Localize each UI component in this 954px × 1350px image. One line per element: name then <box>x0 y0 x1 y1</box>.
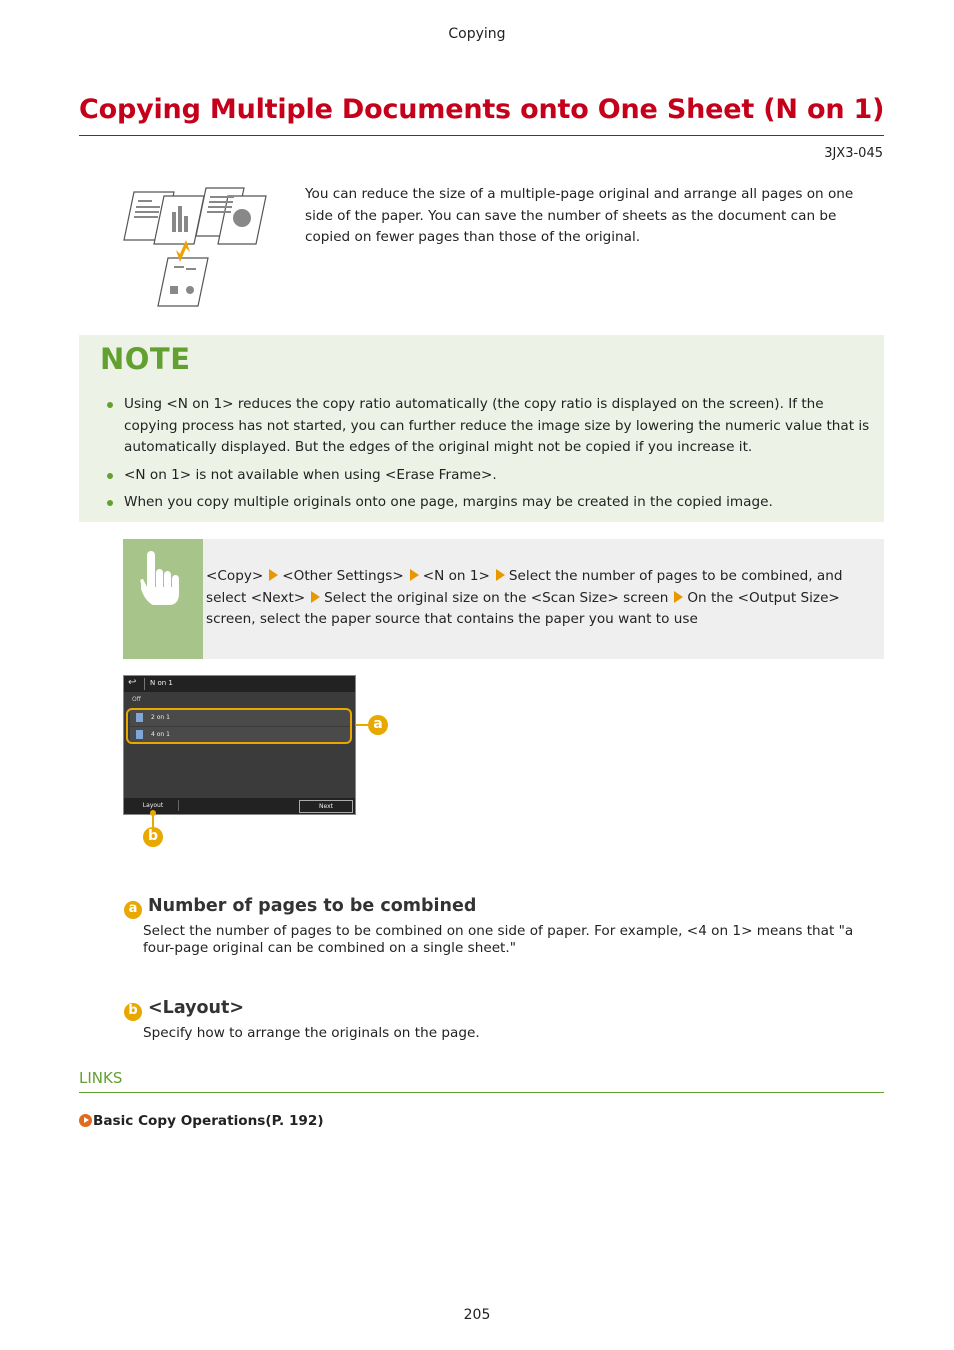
option-2-on-1[interactable]: 2 on 1 <box>130 710 350 726</box>
section-a-badge: a <box>124 901 142 919</box>
options-highlight <box>126 708 352 744</box>
arrow-right-icon <box>311 591 320 603</box>
step-scan-size: Select the original size on the <Scan Size> screen <box>324 589 669 606</box>
arrow-right-icon <box>269 569 278 581</box>
title-rule <box>79 135 884 136</box>
note-item: When you copy multiple originals onto one page, margins may be created in the copied image. <box>100 492 870 514</box>
intro-paragraph: You can reduce the size of a multiple-page original and arrange all pages on one side of the paper. You can save the number of sheets as the document can be copied on fewer pages than those of the original. <box>305 186 854 245</box>
section-a-body: Select the number of pages to be combined on one side of paper. For example, <4 on 1> means that "a four-page original can be combined on a single sheet." <box>143 923 854 956</box>
screen-title-bar <box>124 676 355 692</box>
links-rule <box>79 1092 884 1093</box>
section-a-heading: Number of pages to be combined <box>148 896 477 916</box>
links-heading: LINKS <box>79 1069 123 1087</box>
step-output-size: On the <Output Size> screen, select the paper source that contains the paper you want to use <box>206 589 840 627</box>
page-number: 205 <box>463 1307 491 1323</box>
note-heading: NOTE <box>100 342 191 376</box>
n-on-1-illustration <box>120 182 272 310</box>
next-button[interactable]: Next <box>299 800 353 813</box>
arrow-right-icon <box>674 591 683 603</box>
section-b-heading: <Layout> <box>148 998 245 1018</box>
callout-b-line <box>152 813 154 827</box>
arrow-right-icon <box>410 569 419 581</box>
step-n-on-1: <N on 1> <box>422 568 490 584</box>
screen-bottom-bar <box>124 798 355 814</box>
option-4-on-1[interactable]: 4 on 1 <box>130 727 350 743</box>
running-header: Copying <box>448 26 506 42</box>
callout-a-badge: a <box>368 715 388 735</box>
callout-a-line <box>356 724 368 726</box>
device-screen <box>123 675 356 815</box>
bullet-icon <box>107 500 113 506</box>
document-id: 3JX3-045 <box>824 146 883 161</box>
arrow-right-icon <box>496 569 505 581</box>
option-off[interactable]: Off <box>132 696 141 703</box>
section-b-body: Specify how to arrange the originals on the page. <box>143 1025 480 1041</box>
page-title: Copying Multiple Documents onto One Sheet (N on 1) <box>79 94 885 125</box>
step-copy: <Copy> <box>206 568 264 584</box>
layout-button[interactable]: Layout <box>128 800 179 811</box>
screen-title: N on 1 <box>150 679 173 687</box>
title-separator <box>144 678 145 690</box>
step-other-settings: <Other Settings> <box>282 568 404 584</box>
section-b-badge: b <box>124 1003 142 1021</box>
note-item: <N on 1> is not available when using <Erase Frame>. <box>100 465 870 487</box>
tap-hand-icon <box>123 539 203 659</box>
callout-b-badge: b <box>143 827 163 847</box>
back-icon[interactable]: ↩ <box>128 677 137 688</box>
bullet-icon <box>107 402 113 408</box>
link-basic-copy-operations[interactable]: Basic Copy Operations(P. 192) <box>79 1113 324 1129</box>
link-arrow-icon <box>79 1114 92 1127</box>
note-item: Using <N on 1> reduces the copy ratio automatically (the copy ratio is displayed on the screen). If the copying process has not started, you can further reduce the image size by lowering the numeric value that is automatically displayed. But the edges of the original might not be copied if you increase it. <box>100 394 870 459</box>
bullet-icon <box>107 473 113 479</box>
note-list <box>100 394 870 520</box>
procedure-tab <box>123 539 203 659</box>
step-select-pages: Select the number of pages to be combined, and select <Next> <box>206 568 843 606</box>
procedure-steps <box>206 566 878 631</box>
